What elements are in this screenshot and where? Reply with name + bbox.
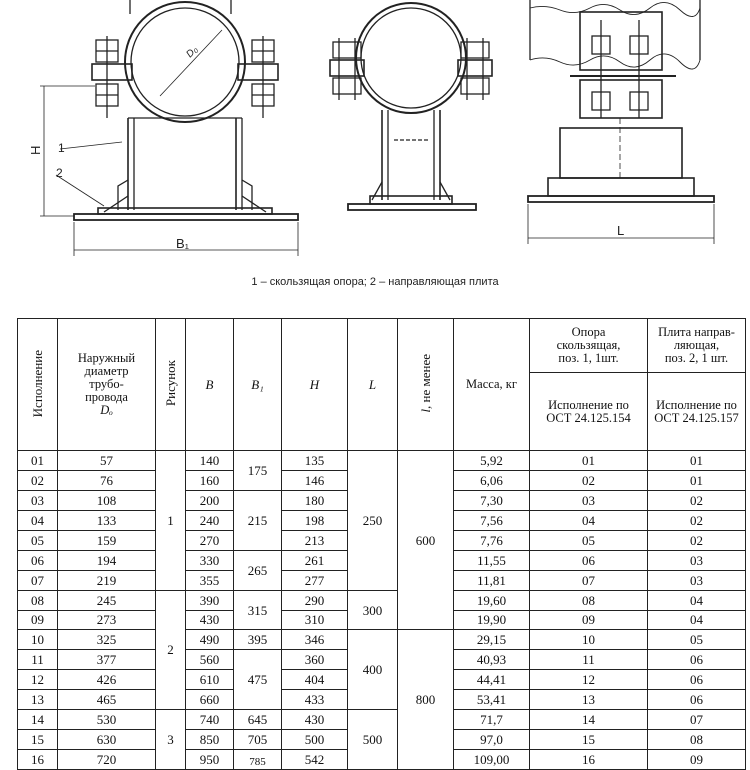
table-cell: 377	[58, 650, 156, 670]
table-cell: 7,30	[454, 490, 530, 510]
table-cell: 06	[648, 690, 746, 710]
table-cell: 11,55	[454, 550, 530, 570]
label-1: 1	[58, 141, 65, 155]
table-cell: 465	[58, 690, 156, 710]
table-cell: 02	[648, 490, 746, 510]
table-cell: 6,06	[454, 470, 530, 490]
label-d0: D₀	[184, 44, 201, 61]
table-cell: 346	[282, 630, 348, 650]
table-cell: 3	[156, 710, 186, 770]
table-cell: 800	[398, 630, 454, 770]
col-risunok: Рисунок	[156, 319, 186, 451]
table-cell: 09	[530, 610, 648, 630]
col-ost-opora: Исполнение по ОСТ 24.125.154	[530, 373, 648, 451]
table-cell: 950	[186, 750, 234, 770]
table-cell: 330	[186, 550, 234, 570]
col-b1: B₁	[234, 319, 282, 451]
table-cell: 240	[186, 510, 234, 530]
table-cell: 16	[18, 750, 58, 770]
table-cell: 273	[58, 610, 156, 630]
side-view	[330, 3, 492, 210]
table-cell: 159	[58, 530, 156, 550]
table-cell: 542	[282, 750, 348, 770]
table-cell: 06	[648, 650, 746, 670]
table-cell: 175	[234, 451, 282, 491]
table-cell: 850	[186, 730, 234, 750]
label-l: L	[617, 223, 625, 238]
table-cell: 630	[58, 730, 156, 750]
label-b1: B₁	[176, 236, 190, 251]
table-cell: 04	[648, 610, 746, 630]
table-cell: 277	[282, 570, 348, 590]
table-cell: 06	[18, 550, 58, 570]
table-cell: 02	[648, 510, 746, 530]
table-cell: 12	[530, 670, 648, 690]
table-cell: 04	[530, 510, 648, 530]
table-cell: 433	[282, 690, 348, 710]
label-h: H	[28, 145, 43, 155]
table-cell: 01	[530, 451, 648, 471]
table-cell: 198	[282, 510, 348, 530]
table-cell: 325	[58, 630, 156, 650]
table-cell: 215	[234, 490, 282, 550]
table-cell: 08	[530, 590, 648, 610]
table-cell: 06	[530, 550, 648, 570]
table-cell: 16	[530, 750, 648, 770]
table-cell: 13	[530, 690, 648, 710]
table-cell: 2	[156, 590, 186, 710]
table-cell: 10	[530, 630, 648, 650]
table-cell: 245	[58, 590, 156, 610]
table-cell: 02	[648, 530, 746, 550]
table-cell: 610	[186, 670, 234, 690]
front-view	[40, 0, 298, 256]
table-cell: 250	[348, 451, 398, 591]
table-cell: 01	[648, 470, 746, 490]
table-cell: 57	[58, 451, 156, 471]
table-cell: 265	[234, 550, 282, 590]
table-cell: 720	[58, 750, 156, 770]
table-cell: 08	[18, 590, 58, 610]
table-cell: 705	[234, 730, 282, 750]
technical-drawing	[0, 0, 750, 270]
table-cell: 200	[186, 490, 234, 510]
table-cell: 7,76	[454, 530, 530, 550]
table-cell: 600	[398, 451, 454, 630]
table-cell: 430	[282, 710, 348, 730]
table-cell: 05	[18, 530, 58, 550]
table-cell: 315	[234, 590, 282, 630]
table-cell: 390	[186, 590, 234, 610]
table-cell: 09	[648, 750, 746, 770]
table-cell: 404	[282, 670, 348, 690]
table-cell: 530	[58, 710, 156, 730]
spec-table	[17, 318, 746, 770]
table-cell: 160	[186, 470, 234, 490]
table-cell: 475	[234, 650, 282, 710]
col-l-min: l, не менее	[398, 319, 454, 451]
table-row	[18, 630, 746, 650]
table-cell: 645	[234, 710, 282, 730]
table-cell: 76	[58, 470, 156, 490]
table-cell: 97,0	[454, 730, 530, 750]
table-cell: 01	[18, 451, 58, 471]
table-cell: 07	[530, 570, 648, 590]
table-row	[18, 451, 746, 471]
table-cell: 740	[186, 710, 234, 730]
table-cell: 04	[18, 510, 58, 530]
table-cell: 53,41	[454, 690, 530, 710]
table-cell: 05	[648, 630, 746, 650]
table-cell: 426	[58, 670, 156, 690]
table-cell: 146	[282, 470, 348, 490]
table-cell: 310	[282, 610, 348, 630]
table-cell: 08	[648, 730, 746, 750]
table-cell: 01	[648, 451, 746, 471]
table-cell: 133	[58, 510, 156, 530]
table-cell: 355	[186, 570, 234, 590]
table-cell: 360	[282, 650, 348, 670]
table-cell: 19,60	[454, 590, 530, 610]
table-row	[18, 590, 746, 610]
table-cell: 02	[530, 470, 648, 490]
table-cell: 13	[18, 690, 58, 710]
table-cell: 490	[186, 630, 234, 650]
table-cell: 785	[234, 750, 282, 770]
col-ost-plita: Исполнение по ОСТ 24.125.157	[648, 373, 746, 451]
table-cell: 07	[18, 570, 58, 590]
table-cell: 270	[186, 530, 234, 550]
table-cell: 500	[348, 710, 398, 770]
table-cell: 213	[282, 530, 348, 550]
col-b: B	[186, 319, 234, 451]
table-cell: 194	[58, 550, 156, 570]
table-cell: 395	[234, 630, 282, 650]
table-cell: 44,41	[454, 670, 530, 690]
table-cell: 400	[348, 630, 398, 710]
table-cell: 02	[18, 470, 58, 490]
table-cell: 03	[18, 490, 58, 510]
table-cell: 560	[186, 650, 234, 670]
table-row	[18, 710, 746, 730]
table-cell: 7,56	[454, 510, 530, 530]
table-cell: 290	[282, 590, 348, 610]
table-cell: 219	[58, 570, 156, 590]
label-2: 2	[56, 166, 63, 180]
table-cell: 07	[648, 710, 746, 730]
col-ispolnenie: Исполнение	[18, 319, 58, 451]
table-cell: 03	[648, 550, 746, 570]
plan-view	[528, 0, 714, 244]
table-cell: 300	[348, 590, 398, 630]
table-cell: 04	[648, 590, 746, 610]
table-cell: 03	[530, 490, 648, 510]
col-diameter: Наружный диаметр трубо- провода Dₒ	[58, 319, 156, 451]
table-cell: 11	[530, 650, 648, 670]
col-opora: Опора скользящая, поз. 1, 1шт.	[530, 319, 648, 373]
col-plita: Плита направ- ляющая, поз. 2, 1 шт.	[648, 319, 746, 373]
table-cell: 261	[282, 550, 348, 570]
table-cell: 5,92	[454, 451, 530, 471]
table-cell: 180	[282, 490, 348, 510]
figure-caption: 1 – скользящая опора; 2 – направляющая плита	[251, 276, 499, 288]
table-cell: 19,90	[454, 610, 530, 630]
table-cell: 03	[648, 570, 746, 590]
table-cell: 12	[18, 670, 58, 690]
table-cell: 430	[186, 610, 234, 630]
table-cell: 1	[156, 451, 186, 591]
table-cell: 15	[18, 730, 58, 750]
table-cell: 660	[186, 690, 234, 710]
table-cell: 09	[18, 610, 58, 630]
table-cell: 140	[186, 451, 234, 471]
table-cell: 15	[530, 730, 648, 750]
table-cell: 29,15	[454, 630, 530, 650]
table-cell: 11	[18, 650, 58, 670]
table-cell: 06	[648, 670, 746, 690]
table-cell: 10	[18, 630, 58, 650]
col-l: L	[348, 319, 398, 451]
col-h: H	[282, 319, 348, 451]
table-cell: 500	[282, 730, 348, 750]
col-mass: Масса, кг	[454, 319, 530, 451]
table-cell: 71,7	[454, 710, 530, 730]
table-cell: 05	[530, 530, 648, 550]
table-cell: 40,93	[454, 650, 530, 670]
table-cell: 109,00	[454, 750, 530, 770]
table-cell: 135	[282, 451, 348, 471]
table-cell: 108	[58, 490, 156, 510]
table-cell: 11,81	[454, 570, 530, 590]
table-cell: 14	[18, 710, 58, 730]
table-cell: 14	[530, 710, 648, 730]
